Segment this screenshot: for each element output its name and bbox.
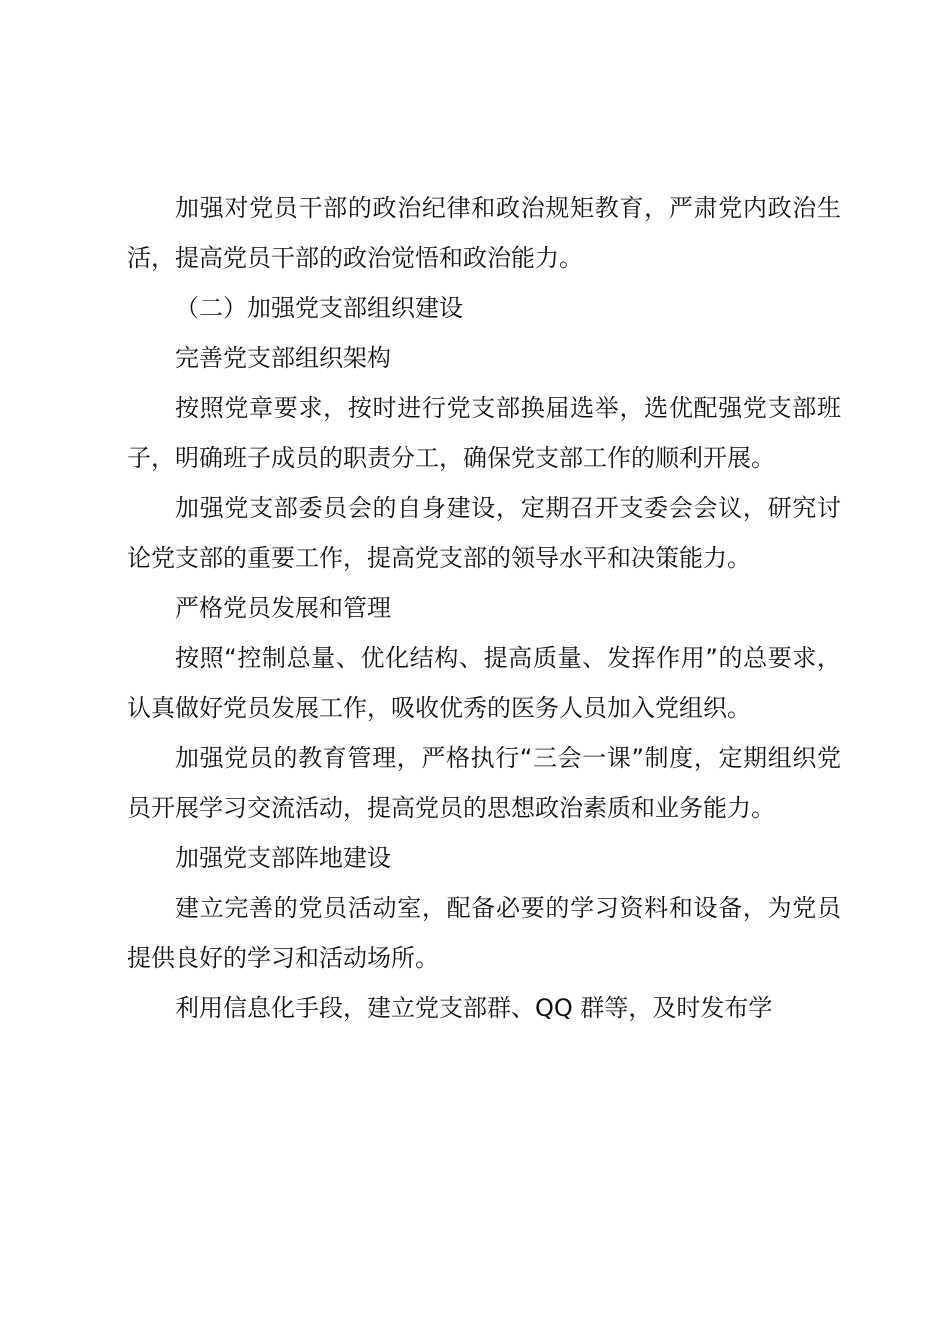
paragraph-branch-election: 按照党章要求，按时进行党支部换届选举，选优配强党支部班子，明确班子成员的职责分工，确保党支部工作的顺利开展。	[127, 394, 841, 472]
subheading-member-management: 严格党员发展和管理	[175, 594, 391, 622]
paragraph-committee-building: 加强党支部委员会的自身建设，定期召开支委会会议，研究讨论党支部的重要工作，提高党支部的领导水平和决策能力。	[127, 494, 841, 572]
document-body	[127, 183, 841, 1033]
paragraph-member-education: 加强党员的教育管理，严格执行“三会一课”制度，定期组织党员开展学习交流活动，提高党员的思想政治素质和业务能力。	[127, 744, 841, 822]
paragraph-information-tools: 利用信息化手段，建立党支部群、QQ 群等，及时发布学	[175, 994, 773, 1022]
paragraph-member-development: 按照“控制总量、优化结构、提高质量、发挥作用”的总要求，认真做好党员发展工作，吸收优秀的医务人员加入党组织。	[127, 644, 841, 722]
section-heading: （二）加强党支部组织建设	[175, 294, 463, 322]
paragraph-political-education: 加强对党员干部的政治纪律和政治规矩教育，严肃党内政治生活，提高党员干部的政治觉悟和政治能力。	[127, 194, 841, 272]
subheading-position-building: 加强党支部阵地建设	[175, 844, 391, 872]
paragraph-activity-room: 建立完善的党员活动室，配备必要的学习资料和设备，为党员提供良好的学习和活动场所。	[127, 894, 841, 972]
subheading-organization-structure: 完善党支部组织架构	[175, 344, 391, 372]
